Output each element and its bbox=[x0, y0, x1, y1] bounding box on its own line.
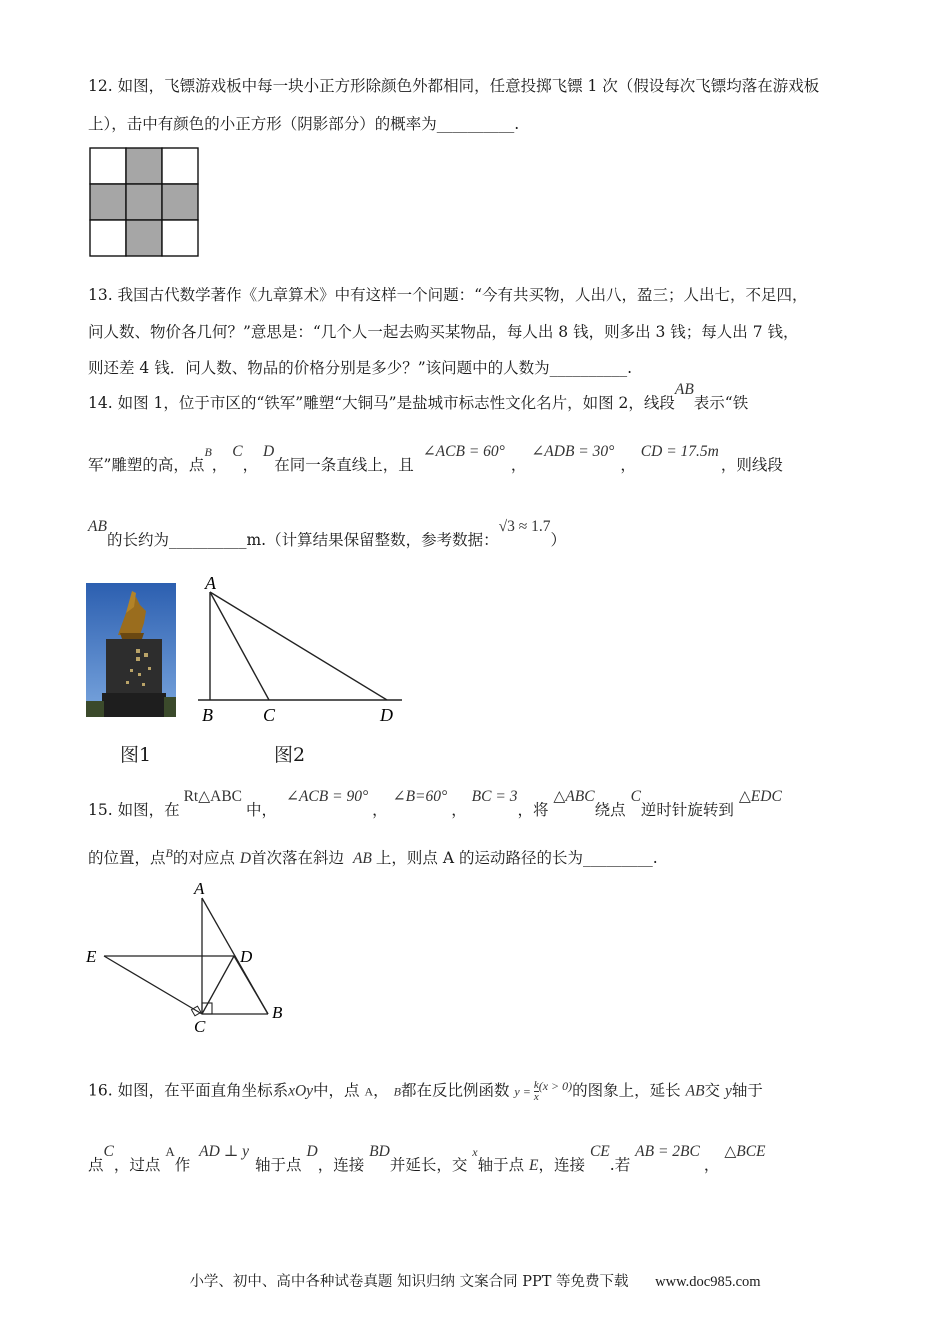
q13-line-3: 则还差 4 钱．问人数、物品的价格分别是多少？”该问题中的人数为__________. bbox=[88, 359, 633, 377]
label-a: A bbox=[194, 879, 205, 898]
shaded-square bbox=[90, 184, 126, 220]
q14-line-1: 14. 如图 1，位于市区的“铁军”雕塑“大铜马”是盐城市标志性文化名片，如图 2，线段AB表示“铁 bbox=[88, 381, 749, 412]
blank-square bbox=[162, 220, 198, 256]
q13-line-1: 13. 我国古代数学著作《九章算术》中有这样一个问题：“今有共买物，人出八，盈三；人出七，不足四， bbox=[88, 286, 808, 304]
q14-line-2: 军”雕塑的高，点$^B$， C， D在同一条直线上，且 ∠ACB = 60°， ∠ADB = 30°， CD = 17.5m，则线段 bbox=[88, 443, 783, 474]
shaded-square bbox=[162, 184, 198, 220]
label-d: D bbox=[240, 947, 253, 966]
q15-line-1: 15. 如图，在Rt△ABC中， ∠ACB = 90°， ∠B=60°， BC = 3，将 △ABC绕点 C逆时针旋转到 △EDC bbox=[88, 788, 782, 819]
rotation-triangle-diagram bbox=[80, 878, 290, 1038]
footer-text: 小学、初中、高中各种试卷真题 知识归纳 文案合同 PPT 等免费下载 bbox=[189, 1274, 629, 1290]
shaded-square bbox=[126, 184, 162, 220]
triangle-diagram-abcd bbox=[190, 570, 420, 730]
shaded-square bbox=[126, 220, 162, 256]
label-e: E bbox=[86, 947, 97, 966]
dart-board-grid bbox=[89, 147, 201, 259]
q12-line-2: 上），击中有颜色的小正方形（阴影部分）的概率为__________. bbox=[88, 115, 520, 133]
shaded-square bbox=[126, 148, 162, 184]
blank-square bbox=[90, 148, 126, 184]
q12-line-1: 12. 如图，飞镖游戏板中每一块小正方形除颜色外都相同，任意投掷飞镖 1 次（假设每次飞镖均落在游戏板 bbox=[88, 77, 820, 95]
footer-url[interactable]: www.doc985.com bbox=[655, 1274, 761, 1290]
figure-2-caption: 图2 bbox=[274, 744, 306, 766]
blank-square bbox=[162, 148, 198, 184]
label-c: C bbox=[194, 1017, 206, 1036]
q14-line-3: AB的长约为__________m.（计算结果保留整数，参考数据：√3 ≈ 1.7） bbox=[88, 518, 566, 549]
label-b: B bbox=[272, 1003, 283, 1022]
q15-line-2: 的位置，点$^B$的对应点 D首次落在斜边 AB 上，则点 A 的运动路径的长为_________. bbox=[88, 846, 658, 867]
statue-photo bbox=[86, 583, 176, 717]
label-c: C bbox=[263, 705, 276, 725]
q13-line-2: 问人数、物价各几何？”意思是：“几个人一起去购买某物品，每人出 8 钱，则多出 3 钱；每人出 7 钱， bbox=[88, 323, 799, 341]
page-footer bbox=[0, 1270, 950, 1291]
label-a: A bbox=[205, 573, 216, 593]
q16-line-1: 16. 如图，在平面直角坐标系xOy中，点 A， B都在反比例函数 y = $\frac{k}{x}$ $^{(x > 0)}$的图象上，延长 AB交 y轴于 bbox=[88, 1078, 763, 1103]
label-b: B bbox=[202, 705, 213, 725]
label-d: D bbox=[380, 705, 393, 725]
figure-1-caption: 图1 bbox=[120, 744, 152, 766]
blank-square bbox=[90, 220, 126, 256]
q16-line-2: 点C，过点 $^A$作 AD ⊥ y轴于点 D，连接 BD并延长，交 $^x$轴于点 E，连接 CE.若 AB = 2BC， △BCE bbox=[88, 1143, 766, 1174]
